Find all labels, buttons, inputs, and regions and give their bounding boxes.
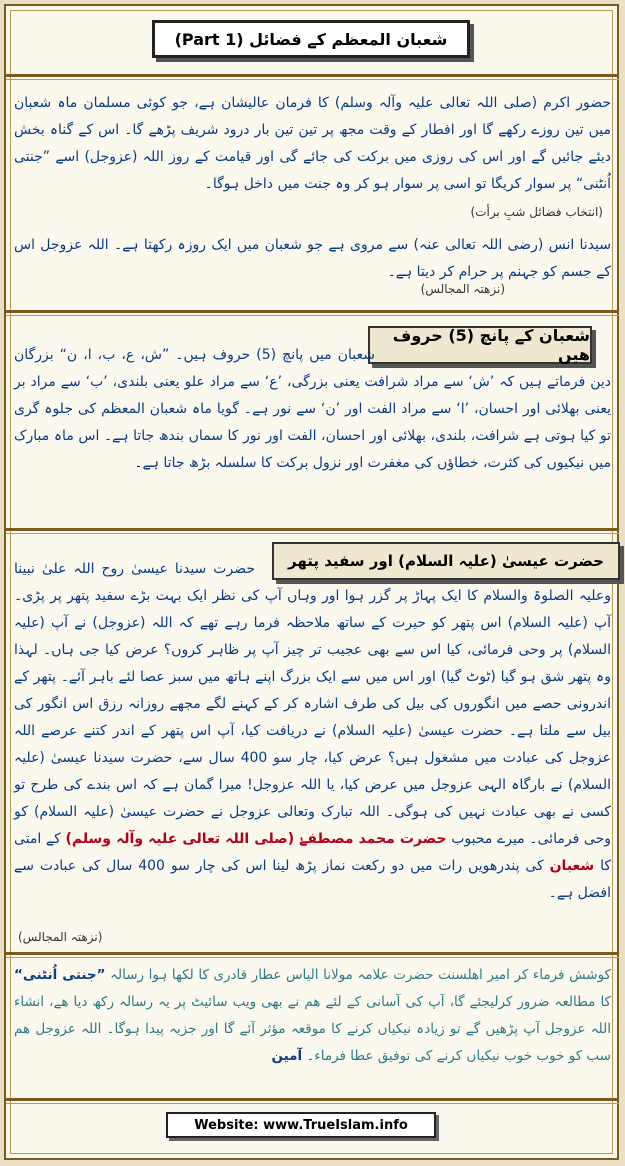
section4-text [14,556,611,907]
section4-text-main: حضرت سیدنا عیسیٰ روح اللہ علیٰ نبینا وعلیہ الصلوۃ والسلام کا ایک پہاڑ پر گزر ہوا اور وہاں آپ کی نظر ایک بہت بڑے سفید پتھر پر پڑی۔ آپ (علیہ السلام) اس پتھر کو حیرت کے ساتھ ملاحظہ فرما رہے تھے کہ اللہ (عزوجل) نے آپ (علیہ السلام) پر وحی فرمائی، کیا اس سے بھی عجیب تر چیز آپ پر ظاہر کروں؟ عرض کیا جی ہاں۔ لہذا وہ پتھر شق ہو گیا (ٹوٹ گیا) اور اس میں سے ایک بزرگ اپنے ہاتھ میں سبز عصا لئے باہر آئے۔ پتھر کے اندرونی حصے میں انگوروں کی بیل کی طرف اشارہ کر کے کہنے لگے مجھے روزانہ رزق اس انگور کی بیل سے ملتا ہے۔ حضرت عیسیٰ (علیہ السلام) نے دریافت کیا، آپ اس پتھر کے اندر کتنے عرصے اللہ عزوجل کی عبادت میں مشغول ہیں؟ عرض کیا، چار سو 400 سال سے، حضرت سیدنا عیسیٰ (علیہ السلام) نے بارگاہ الہی عزوجل میں عرض کیا، یا اللہ عزوجل! میرا گمان ہے کہ اس بندے کی طرح تو کسی نے بھی عبادت نہیں کی ہوگی۔ اللہ تبارک وتعالی عزوجل نے حضرت عیسیٰ (علیہ السلام) کو وحی فرمائی۔ میرے محبوب [14,561,611,847]
section4-text-after: کے امتی کا [14,831,611,874]
footer-amen: آمین [271,1048,303,1064]
website-link[interactable]: Website: www.TrueIslam.info [166,1112,436,1138]
section4-text-sha: شعبان [549,858,595,874]
section3-text: شعبان میں پانچ (5) حروف ہیں۔ ”ش، ع، ب، ا، ن“ بزرگان دین فرماتے ہیں کہ ’ش‘ سے مراد شرافت یعنی بزرگی، ’ع‘ سے مراد علو یعنی بلندی، ’ب‘ سے مراد بر یعنی بھلائی اور احسان، ’ا‘ سے مراد الفت اور ’ن‘ سے نور ہے۔ گویا ماہ شعبان المعظم کی جلوہ گری تو کیا ہوتی ہے شرافت، بلندی، بھلائی اور احسان، الفت اور نور کا سماں بندھ جاتا ہے۔ اس ماہ مبارک میں نیکیوں کی کثرت، خطاؤں کی مغفرت اور نزول برکت کا سلسلہ بڑھ جاتا ہے۔ [14,347,611,471]
section3-heading: شعبان کے پانچ (5) حروف ھیں [368,326,592,364]
section4-source: (نزھتہ المجالس) [18,930,103,944]
section2-source: (نزھتہ المجالس) [420,282,505,296]
footer-text [14,962,611,1070]
section4-heading: حضرت عیسیٰ (علیہ السلام) اور سفید پتھر [272,542,620,580]
footer-line: کوشش فرماء کر امیر اھلسنت حضرت علامہ مولانا الیاس عطار قادری کا لکھا ہوا رسالہ [110,967,611,983]
divider [6,74,619,77]
divider [6,1098,619,1101]
section4-text-highlight: حضرت محمد مصطفےٰ (صلی اللہ تعالی علیہ وآلہ وسلم) [65,831,447,847]
section1-source: (انتخاب فضائل شبِ برأت) [470,205,603,219]
footer-rest: کا مطالعہ ضرور کرلیجئے گا، آپ کی آسانی کے لئے ھم نے بھی ویب سائیٹ پر یہ رسالہ رکھ دیا ھے، انشاء اللہ عزوجل آپ پڑھیں گے تو زیادہ نیکیاں کرنے کا موقعہ مؤثر آئے گا اور جزبہ پیدا ہوگا۔ اللہ عزوجل ھم سب کو خوب خوب نیکیاں کرنے کی توفیق عطا فرماء۔ [14,994,611,1064]
section1-text: حضور اکرم (صلی اللہ تعالی علیہ وآلہ وسلم) کا فرمان عالیشان ہے، جو کوئی مسلمان ماہ شعبان میں تین روزے رکھے گا اور افطار کے وقت مجھ پر تین تین بار درود شریف پڑھے گا۔ اس کے گناہ بخش دیئے جائیں گے اور اس کی روزی میں برکت کی جائے گی اور قیامت کے روز اللہ (عزوجل) اسے ”جنتی اُنٹنی“ پر سوار کریگا تو اسی پر سوار ہو کر وہ جنت میں داخل ہوگا۔ [14,95,611,192]
divider [6,952,619,955]
footer-book: ”جنتی اُنٹنی“ [14,967,106,983]
divider [6,310,619,313]
section4-text-end: کی پندرھویں رات میں دو رکعت نماز پڑھ لینا اس کی چار سو 400 سال کی عبادت سے افضل ہے۔ [14,858,611,901]
page-title: شعبان المعظم کے فضائل (Part 1) [152,20,470,58]
section2-text: سیدنا انس (رضی اللہ تعالی عنہ) سے مروی ہے جو شعبان میں ایک روزہ رکھتا ہے۔ اللہ عزوجل اس کے جسم کو جہنم پر حرام کر دیتا ہے۔ [14,237,611,280]
divider [6,528,619,531]
